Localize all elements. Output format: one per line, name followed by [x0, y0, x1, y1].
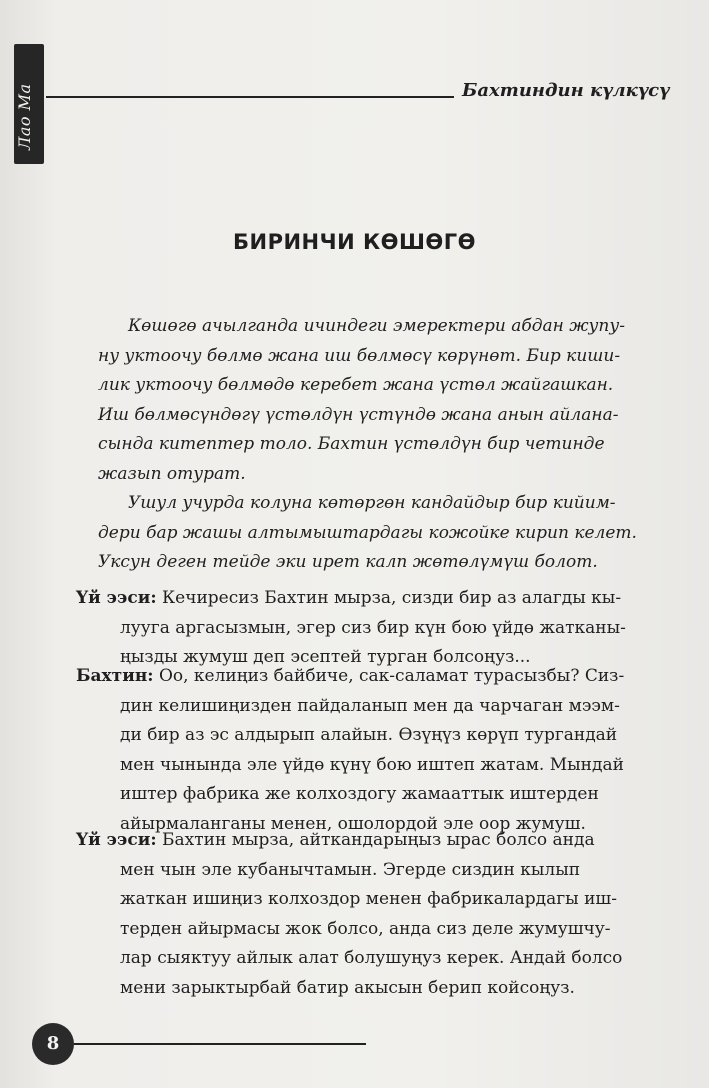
dialogue-line: айырмаланганы менен, ошолордой эле оор жумуш. [120, 813, 586, 834]
speaker-name: Бахтин: [76, 666, 154, 686]
header-rule [46, 96, 454, 98]
dialogue-line [76, 826, 652, 856]
speaker-name: Үй ээси: [76, 830, 157, 850]
side-tab-label: Лао Ма [15, 83, 34, 150]
dialogue-line: лууга аргасызмын, эгер сиз бир күн бою үйдө жатканы- [120, 617, 626, 638]
stage-line: лик уктоочу бөлмөдө керебет жана үстөл жайгашкан. [98, 375, 614, 395]
stage-paragraph-1 [98, 312, 638, 489]
speaker-name: Үй ээси: [76, 588, 157, 608]
dialogue-line: ңызды жумуш деп эсептей турган болсоңуз... [120, 647, 531, 667]
dialogue-block-3 [76, 826, 652, 1003]
stage-paragraph-2 [98, 489, 638, 578]
speech-text: Бахтин мырза, айткандарыңыз ырас болсо анда [156, 830, 595, 850]
dialogue-line [76, 662, 652, 692]
speech-text: Кечиресиз Бахтин мырза, сизди бир аз алагды кы- [156, 588, 622, 608]
dialogue-line: терден айырмасы жок болсо, анда сиз деле жумушчу- [120, 918, 611, 939]
stage-line: Уксун деген тейде эки ирет калп жөтөлүмүш болот. [98, 552, 598, 572]
stage-line: Ушул учурда колуна көтөргөн кандайдыр бир кийим- [128, 493, 616, 513]
dialogue-line: лар сыяктуу айлык алат болушуңуз керек. Андай болсо [120, 948, 623, 968]
dialogue-line: дин келишиңизден пайдаланып мен да чарчаган мээм- [120, 695, 620, 716]
dialogue-block-1 [76, 584, 652, 673]
stage-line: дери бар жашы алтымыштардагы кожойке кирип келет. [98, 522, 637, 543]
act-title: БИРИНЧИ КӨШӨГӨ [232, 230, 477, 254]
stage-line: Көшөгө ачылганда ичиндеги эмеректери абдан жупу- [128, 316, 625, 336]
stage-line: ну уктоочу бөлмө жана иш бөлмөсү көрүнөт. Бир киши- [98, 345, 621, 366]
footer-rule [74, 1043, 366, 1045]
dialogue-line: жаткан ишиңиз колхоздор менен фабрикалардагы иш- [120, 889, 617, 909]
dialogue-block-2 [76, 662, 652, 839]
dialogue-line: иштер фабрика же колхоздогу жамааттык иштерден [120, 784, 599, 804]
dialogue-line [76, 584, 652, 614]
dialogue-line: ди бир аз эс алдырып алайын. Өзүңүз көрүп тургандай [120, 725, 618, 745]
dialogue-line: мени зарыктырбай батир акысын берип койсоңуз. [120, 977, 575, 998]
stage-directions [98, 312, 638, 578]
running-title: Бахтиндин күлкүсү [462, 80, 670, 101]
dialogue-line: мен чын эле кубанычтамын. Эгерде сиздин кылып [120, 859, 581, 880]
stage-line: Иш бөлмөсүндөгү үстөлдүн үстүндө жана анын айлана- [98, 404, 619, 425]
page-number: 8 [32, 1023, 74, 1065]
dialogue-line: мен чынында эле үйдө күнү бою иштеп жатам. Мындай [120, 754, 624, 775]
speech-text: Оо, келиңиз байбиче, сак-саламат турасызбы? Сиз- [153, 666, 625, 686]
stage-line: сында китептер толо. Бахтин үстөлдүн бир четинде [98, 434, 605, 454]
stage-line: жазып отурат. [98, 463, 246, 484]
